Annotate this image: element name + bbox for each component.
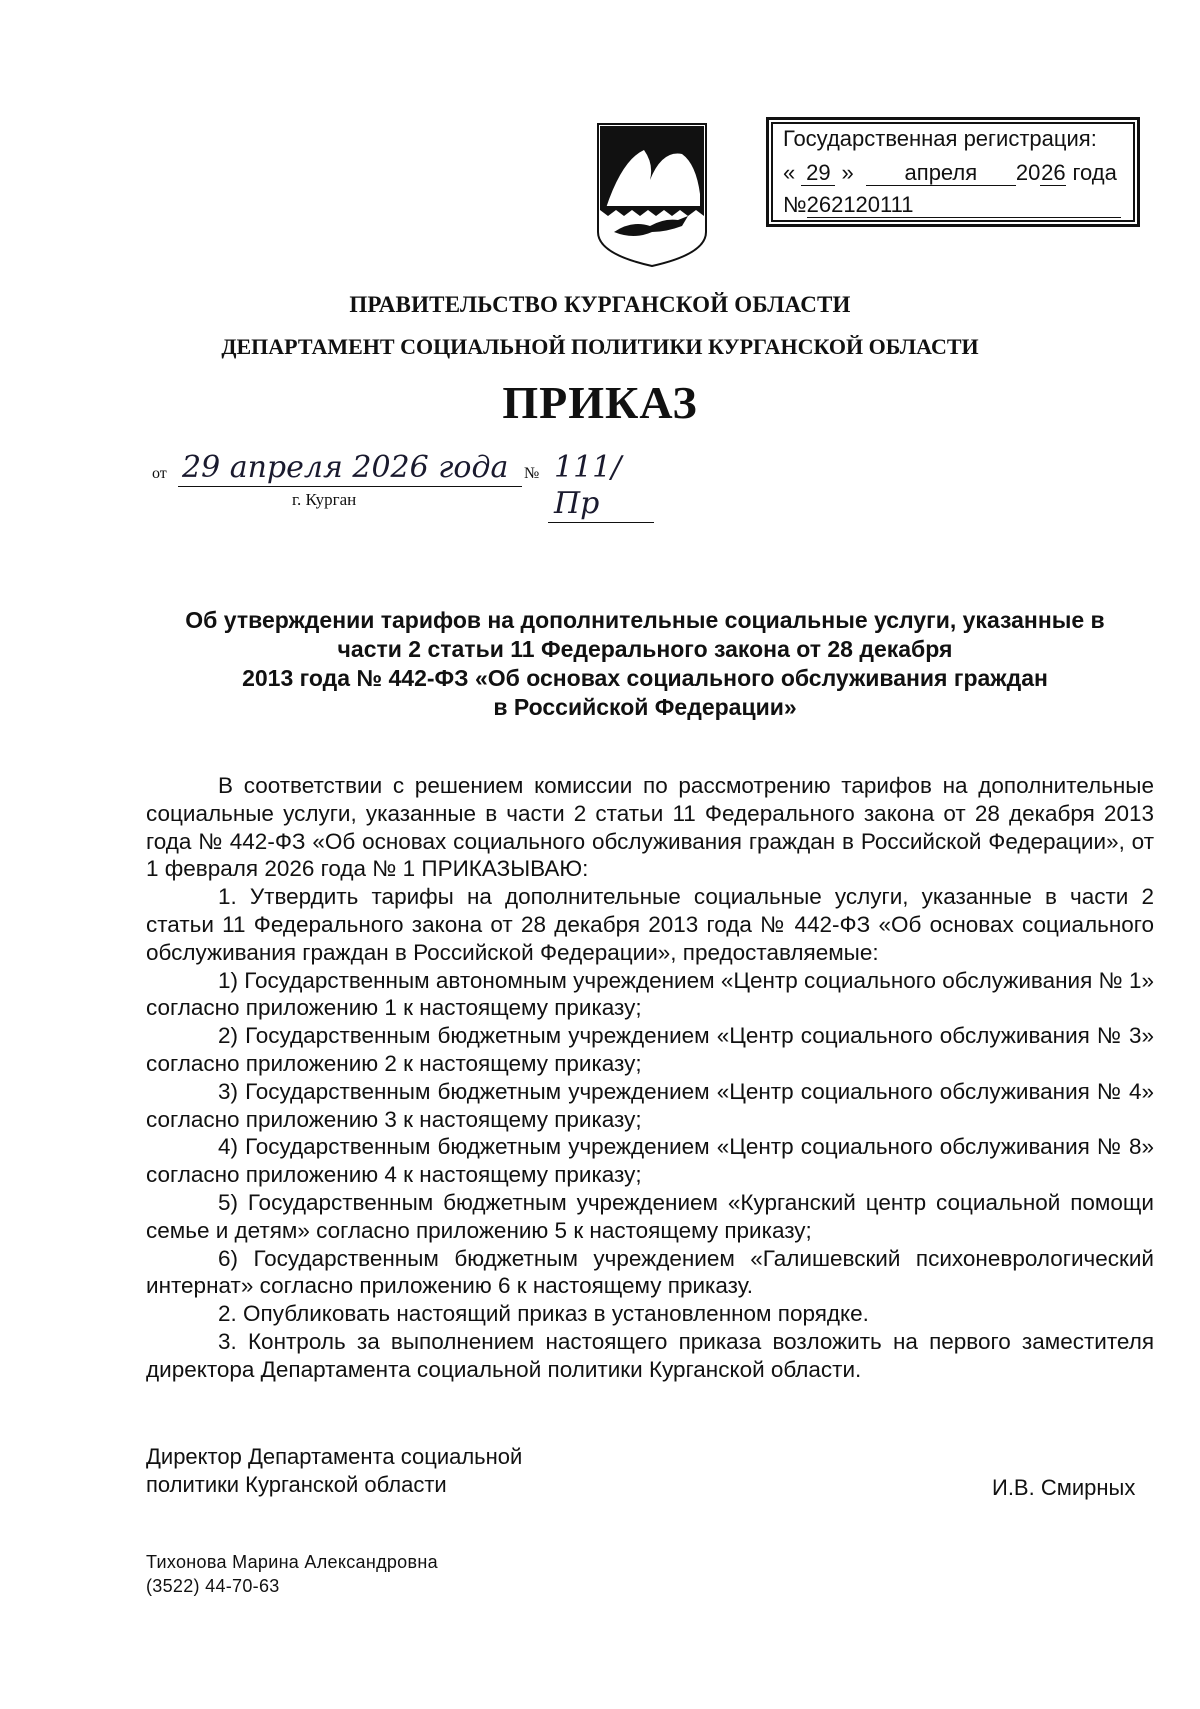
subitem-4: 4) Государственным бюджетным учреждением «Центр социального обслуживания № 8» согласно приложению 4 к настоящему приказу;	[146, 1134, 1154, 1188]
registration-number: 262120111	[807, 193, 1121, 218]
department-title: ДЕПАРТАМЕНТ СОЦИАЛЬНОЙ ПОЛИТИКИ КУРГАНСКОЙ ОБЛАСТИ	[221, 334, 979, 359]
registration-number-row	[783, 192, 1121, 218]
subject-line: в Российской Федерации»	[493, 694, 797, 720]
registration-date	[783, 160, 1117, 186]
registration-stamp	[766, 117, 1140, 227]
item-1: 1. Утвердить тарифы на дополнительные социальные услуги, указанные в части 2 статьи 11 Федерального закона от 28 декабря 2013 года № 442-ФЗ «Об основах социального обслуживания граждан в Российской Федерации», предоставляемые:	[146, 884, 1154, 965]
item-3: 3. Контроль за выполнением настоящего приказа возложить на первого заместителя директора Департамента социальной политики Курганской области.	[146, 1328, 1154, 1382]
subitem-1: 1) Государственным автономным учреждением «Центр социального обслуживания № 1» согласно приложению 1 к настоящему приказу;	[146, 967, 1154, 1021]
signatory-role-line2: политики Курганской области	[146, 1472, 447, 1497]
subject-line: 2013 года № 442-ФЗ «Об основах социального обслуживания граждан	[242, 665, 1048, 691]
registration-day: 29	[801, 161, 835, 186]
subitem-2: 2) Государственным бюджетным учреждением «Центр социального обслуживания № 3» согласно приложению 2 к настоящему приказу;	[146, 1023, 1154, 1076]
registration-title: Государственная регистрация:	[783, 126, 1097, 151]
signatory-role-line1: Директор Департамента социальной	[146, 1444, 523, 1469]
subject-line: Об утверждении тарифов на дополнительные социальные услуги, указанные в	[185, 607, 1105, 633]
order-handwritten-date: 29 апреля 2026 года	[178, 450, 522, 487]
order-number-label: №	[524, 465, 540, 482]
item-2: 2. Опубликовать настоящий приказ в установленном порядке.	[218, 1301, 869, 1327]
order-date-label: от	[152, 465, 167, 482]
registration-month: апреля	[866, 161, 1016, 186]
registration-year-suffix: 26	[1041, 160, 1066, 185]
registration-year-prefix: 20	[1015, 160, 1041, 185]
subitem-6: 6) Государственным бюджетным учреждением «Галишевский психоневрологический интернат» согласно приложению 6 к настоящему приказу.	[146, 1245, 1154, 1299]
registration-number-label: №	[783, 192, 807, 217]
order-body	[146, 772, 1154, 1384]
order-subject	[150, 606, 1140, 722]
coat-of-arms-emblem	[592, 120, 712, 270]
order-city: г. Курган	[292, 490, 357, 509]
signatory-name: И.В. Смирных	[992, 1475, 1136, 1500]
executor-phone: (3522) 44-70-63	[146, 1576, 280, 1596]
registration-year-word: года	[1072, 160, 1117, 185]
subitem-3: 3) Государственным бюджетным учреждением «Центр социального обслуживания № 4» согласно приложению 3 к настоящему приказу;	[146, 1078, 1154, 1132]
document-type-title: ПРИКАЗ	[502, 377, 698, 428]
subitem-5: 5) Государственным бюджетным учреждением «Курганский центр социальной помощи семье и детям» согласно приложению 5 к настоящему приказу;	[146, 1189, 1154, 1243]
subject-line: части 2 статьи 11 Федерального закона от 28 декабря	[337, 636, 953, 662]
government-title: ПРАВИТЕЛЬСТВО КУРГАНСКОЙ ОБЛАСТИ	[349, 292, 851, 317]
intro-paragraph: В соответствии с решением комиссии по рассмотрению тарифов на дополнительные социальные услуги, указанные в части 2 статьи 11 Федерального закона от 28 декабря 2013 года № 442-ФЗ «Об основах социального обслуживания граждан в Российской Федерации», от 1 февраля 2026 года № 1 ПРИКАЗЫВАЮ:	[146, 773, 1154, 882]
registration-day-close: »	[841, 160, 854, 185]
registration-day-open: «	[783, 160, 796, 185]
order-handwritten-number: 111/Пр	[548, 450, 654, 523]
executor-name: Тихонова Марина Александровна	[146, 1552, 438, 1572]
